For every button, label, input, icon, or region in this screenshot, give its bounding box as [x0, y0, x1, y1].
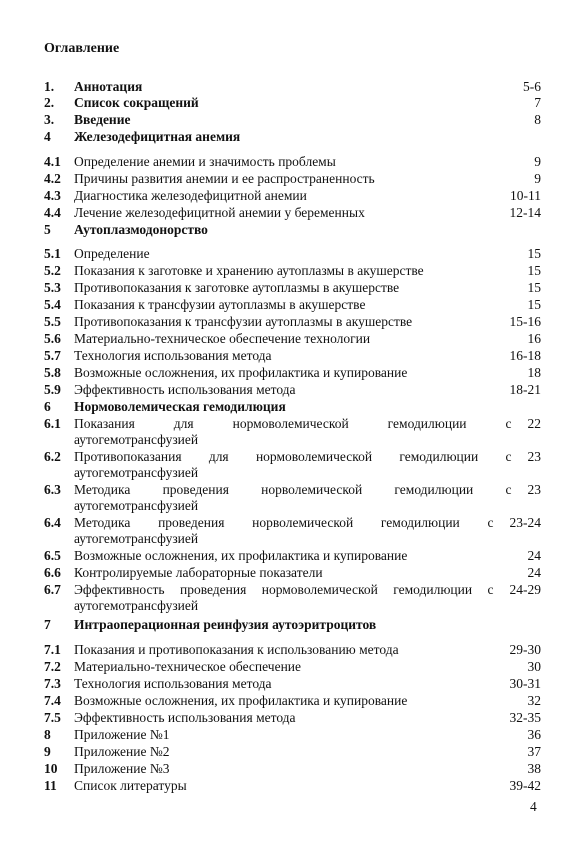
toc-entry-title-continuation: аутогемотрансфузией	[74, 598, 199, 613]
toc-entry	[44, 582, 541, 599]
toc-entry-title: Эффективность использования метода	[74, 382, 296, 397]
toc-entry-number: 6.7	[44, 582, 61, 597]
toc-entry-number: 6.2	[44, 449, 61, 464]
toc-entry-number: 6.6	[44, 565, 61, 580]
toc-entry-page: 32-35	[509, 710, 541, 725]
toc-entry-number: 6.3	[44, 482, 61, 497]
toc-entry-title: Список сокращений	[74, 95, 199, 110]
toc-entry	[44, 331, 541, 348]
toc-entry-page: 30	[527, 659, 541, 674]
toc-entry-number: 1.	[44, 79, 55, 94]
toc-entry-number: 7.3	[44, 676, 61, 691]
toc-entry	[44, 171, 541, 188]
toc-entry	[44, 548, 541, 565]
toc-entry-number: 5.1	[44, 246, 61, 261]
toc-entry-title: Аннотация	[74, 79, 143, 94]
toc-entry-title: Показания к заготовке и хранению аутоплазмы в акушерстве	[74, 263, 424, 278]
toc-entry-title: Контролируемые лабораторные показатели	[74, 565, 323, 580]
toc-entry-number: 6	[44, 399, 51, 414]
toc-entry-title: Технология использования метода	[74, 676, 272, 691]
toc-entry-title: Нормоволемическая гемодилюция	[74, 399, 286, 414]
toc-entry-page: 12-14	[509, 205, 541, 220]
toc-entry	[44, 222, 541, 239]
toc-entry	[44, 642, 541, 659]
toc-entry	[44, 778, 541, 795]
toc-entry-page: 15	[527, 246, 541, 261]
toc-entry-number: 4.3	[44, 188, 61, 203]
toc-entry-title: Материально-техническое обеспечение технологии	[74, 331, 371, 346]
toc-entry	[44, 188, 541, 205]
toc-entry-title: Лечение железодефицитной анемии у беременных	[74, 205, 365, 220]
toc-entry-page: 18	[527, 365, 541, 380]
toc-entry-number: 2.	[44, 95, 55, 110]
toc-entry-title: Показания к трансфузии аутоплазмы в акушерстве	[74, 297, 366, 312]
toc-entry-number: 7.5	[44, 710, 61, 725]
toc-entry-title: Приложение №1	[74, 727, 170, 742]
toc-entry-page: 23-24	[509, 515, 541, 530]
toc-entry-page: 8	[534, 112, 541, 127]
toc-entry	[44, 348, 541, 365]
toc-entry-title: Противопоказания для нормоволемической гемодилюции с	[74, 449, 512, 464]
toc-entry-title-continuation: аутогемотрансфузией	[74, 465, 199, 480]
toc-entry-title: Определение	[74, 246, 150, 261]
toc-entry-title: Определение анемии и значимость проблемы	[74, 154, 336, 169]
toc-entry-title: Противопоказания к трансфузии аутоплазмы в акушерстве	[74, 314, 413, 329]
toc-entry	[44, 744, 541, 761]
toc-entry	[44, 416, 541, 433]
toc-entry-number: 8	[44, 727, 51, 742]
toc-entry-number: 5.6	[44, 331, 61, 346]
toc-entry	[44, 95, 541, 112]
toc-entry-number: 4.4	[44, 205, 61, 220]
toc-entry-number: 5.4	[44, 297, 61, 312]
toc-entry	[44, 112, 541, 129]
toc-entry	[44, 205, 541, 222]
toc-entry	[44, 482, 541, 499]
toc-entry-title: Интраоперационная реинфузия аутоэритроцитов	[74, 617, 377, 632]
toc-entry-page: 38	[527, 761, 541, 776]
toc-entry-title: Возможные осложнения, их профилактика и купирование	[74, 548, 408, 563]
toc-entry	[44, 761, 541, 778]
toc-entry-page: 9	[534, 154, 541, 169]
toc-entry-page: 16	[527, 331, 541, 346]
toc-entry-page: 24-29	[509, 582, 541, 597]
toc-entry-number: 5.5	[44, 314, 61, 329]
toc-entry-page: 36	[527, 727, 541, 742]
toc-entry-page: 15	[527, 280, 541, 295]
toc-entry-page: 23	[527, 449, 541, 464]
toc-entry-number: 5.8	[44, 365, 61, 380]
toc-entry-number: 6.1	[44, 416, 61, 431]
page-number: 4	[530, 799, 537, 814]
toc-entry-title: Технология использования метода	[74, 348, 272, 363]
toc-entry	[44, 617, 541, 634]
toc-entry-number: 10	[44, 761, 58, 776]
toc-entry-title: Возможные осложнения, их профилактика и купирование	[74, 693, 408, 708]
toc-entry-title-continuation: аутогемотрансфузией	[74, 498, 199, 513]
toc-entry	[44, 365, 541, 382]
toc-entry-number: 7.1	[44, 642, 61, 657]
toc-entry	[44, 280, 541, 297]
toc-entry-page: 16-18	[509, 348, 541, 363]
toc-entry	[44, 659, 541, 676]
toc-entry-page: 23	[527, 482, 541, 497]
toc-entry	[44, 399, 541, 416]
toc-entry-number: 11	[44, 778, 57, 793]
toc-entry-page: 29-30	[509, 642, 541, 657]
toc-entry-page: 39-42	[509, 778, 541, 793]
toc-entry-page: 18-21	[509, 382, 541, 397]
toc-entry	[44, 693, 541, 710]
toc-entry-page: 15-16	[509, 314, 541, 329]
toc-entry-page: 24	[527, 548, 541, 563]
toc-entry-page: 32	[527, 693, 541, 708]
toc-entry	[44, 154, 541, 171]
toc-entry-title: Список литературы	[74, 778, 187, 793]
toc-entry-number: 5	[44, 222, 51, 237]
toc-entry-number: 4	[44, 129, 51, 144]
toc-entry-page: 7	[534, 95, 541, 110]
toc-entry-page: 9	[534, 171, 541, 186]
toc-entry-number: 7	[44, 617, 51, 632]
toc-entry-title: Эффективность использования метода	[74, 710, 296, 725]
toc-entry-title: Возможные осложнения, их профилактика и купирование	[74, 365, 408, 380]
toc-entry-number: 6.4	[44, 515, 61, 530]
toc-entry-number: 6.5	[44, 548, 61, 563]
toc-entry-number: 7.2	[44, 659, 61, 674]
toc-entry-title: Приложение №3	[74, 761, 170, 776]
toc-entry-title: Аутоплазмодонорство	[74, 222, 208, 237]
toc-entry-title-continuation: аутогемотрансфузией	[74, 432, 199, 447]
toc-entry	[44, 129, 541, 146]
toc-entry	[44, 297, 541, 314]
toc-entry-title: Причины развития анемии и ее распространенность	[74, 171, 375, 186]
toc-entry-page: 15	[527, 263, 541, 278]
toc-entry-number: 5.3	[44, 280, 61, 295]
toc-entry-number: 5.9	[44, 382, 61, 397]
toc-entry-number: 4.2	[44, 171, 61, 186]
toc-entry-title: Введение	[74, 112, 131, 127]
toc-entry-page: 15	[527, 297, 541, 312]
toc-entry-number: 9	[44, 744, 51, 759]
toc-entry-page: 22	[527, 416, 541, 431]
toc-entry	[44, 263, 541, 280]
toc-entry-title: Методика проведения норволемической гемодилюции с	[74, 482, 512, 497]
toc-entry-title: Показания и противопоказания к использованию метода	[74, 642, 399, 657]
toc-entry-title: Противопоказания к заготовке аутоплазмы в акушерстве	[74, 280, 400, 295]
toc-entry-page: 24	[527, 565, 541, 580]
toc-entry-number: 3.	[44, 112, 55, 127]
toc-entry-number: 4.1	[44, 154, 61, 169]
toc-entry-title: Железодефицитная анемия	[74, 129, 241, 144]
toc-entry-title: Материально-техническое обеспечение	[74, 659, 302, 674]
toc-entry	[44, 246, 541, 263]
toc-entry-page: 30-31	[509, 676, 541, 691]
toc-entry-number: 5.7	[44, 348, 61, 363]
toc-entry-page: 10-11	[510, 188, 541, 203]
toc-entry	[44, 710, 541, 727]
toc-entry	[44, 727, 541, 744]
toc-entry-title: Показания для нормоволемической гемодилюции с	[74, 416, 512, 431]
toc-entry-title-continuation: аутогемотрансфузией	[74, 531, 199, 546]
toc-entry-title: Приложение №2	[74, 744, 170, 759]
toc-entry-title: Эффективность проведения нормоволемической гемодилюции с	[74, 582, 494, 597]
toc-entry	[44, 515, 541, 532]
toc-entry	[44, 676, 541, 693]
toc-entry	[44, 382, 541, 399]
toc-entry-number: 5.2	[44, 263, 61, 278]
toc-entry-title: Диагностика железодефицитной анемии	[74, 188, 307, 203]
toc-entry-title: Методика проведения норволемической гемодилюции с	[74, 515, 494, 530]
toc-entry	[44, 449, 541, 466]
toc-entry-page: 37	[527, 744, 541, 759]
toc-entry-page: 5-6	[523, 79, 541, 94]
page-title: Оглавление	[44, 41, 120, 56]
toc-entry	[44, 565, 541, 582]
toc-entry	[44, 314, 541, 331]
toc-entry-number: 7.4	[44, 693, 61, 708]
toc-entry	[44, 79, 541, 96]
